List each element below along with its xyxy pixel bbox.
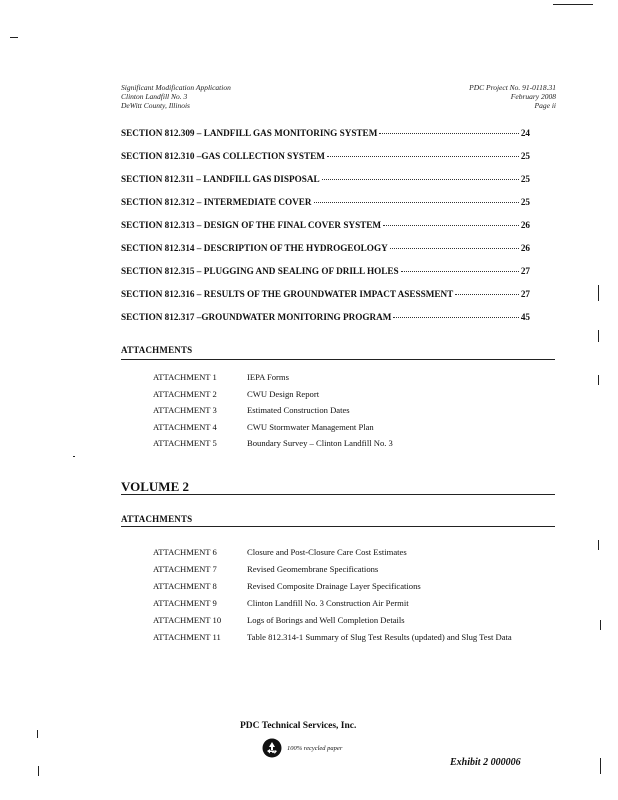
attachment-name: ATTACHMENT 6: [153, 547, 217, 557]
attachment-name: ATTACHMENT 10: [153, 615, 222, 625]
toc-entry: [121, 312, 530, 322]
header-application: Significant Modification Application: [121, 83, 231, 92]
attachment-desc: Table 812.314-1 Summary of Slug Test Results (updated) and Slug Test Data: [247, 632, 512, 642]
attachment-desc: CWU Design Report: [247, 389, 320, 399]
toc-entry: [121, 151, 530, 161]
attachment-desc: CWU Stormwater Management Plan: [247, 422, 374, 432]
toc-entry-label: SECTION 812.316 – RESULTS OF THE GROUNDWATER IMPACT ASESSMENT: [121, 289, 454, 299]
volume-2-title: VOLUME 2: [121, 479, 189, 494]
header-left: [121, 83, 231, 110]
toc-entry: [121, 128, 530, 138]
toc-entry-page: 26: [520, 220, 530, 230]
volume-2-rule: [121, 494, 555, 495]
attachment-desc: Clinton Landfill No. 3 Construction Air Permit: [247, 598, 409, 608]
toc-entry-label: SECTION 812.313 – DESIGN OF THE FINAL COVER SYSTEM: [121, 220, 382, 230]
header-page: Page ii: [534, 101, 556, 110]
attachment-desc: Estimated Construction Dates: [247, 405, 350, 415]
toc-entry: [121, 243, 530, 253]
attachments-heading-volume-2: ATTACHMENTS: [121, 514, 193, 524]
header-county: DeWitt County, Illinois: [121, 101, 190, 110]
scan-mark: [10, 37, 18, 38]
toc-entry-label: SECTION 812.312 – INTERMEDIATE COVER: [121, 197, 312, 207]
footer-company: PDC Technical Services, Inc.: [240, 721, 357, 731]
attachment-name: ATTACHMENT 4: [153, 422, 217, 432]
toc-list: [121, 128, 530, 328]
toc-entry: [121, 266, 530, 276]
recycled-paper-note: 100% recycled paper: [287, 745, 343, 752]
attachment-name: ATTACHMENT 2: [153, 389, 217, 399]
scan-mark: [598, 540, 599, 550]
toc-entry-page: 25: [520, 197, 530, 207]
attachment-desc: Boundary Survey – Clinton Landfill No. 3: [247, 438, 393, 448]
exhibit-label: Exhibit 2 000006: [450, 757, 521, 768]
toc-entry-page: 25: [520, 151, 530, 161]
toc-entry-page: 25: [520, 174, 530, 184]
attachment-desc: Logs of Borings and Well Completion Details: [247, 615, 405, 625]
toc-entry: [121, 174, 530, 184]
toc-entry-label: SECTION 812.315 – PLUGGING AND SEALING OF DRILL HOLES: [121, 266, 399, 276]
scan-mark: [38, 766, 39, 776]
scan-mark: [598, 330, 599, 342]
toc-entry-label: SECTION 812.311 – LANDFILL GAS DISPOSAL: [121, 174, 320, 184]
attachment-name: ATTACHMENT 9: [153, 598, 217, 608]
scan-mark: [553, 4, 593, 5]
attachment-desc: Closure and Post-Closure Care Cost Estimates: [247, 547, 407, 557]
attachment-desc: IEPA Forms: [247, 372, 289, 382]
attachment-desc: Revised Geomembrane Specifications: [247, 564, 379, 574]
toc-entry-label: SECTION 812.309 – LANDFILL GAS MONITORING SYSTEM: [121, 128, 378, 138]
attachments-list-volume-2: [153, 547, 553, 657]
attachment-name: ATTACHMENT 3: [153, 405, 217, 415]
toc-entry-page: 24: [520, 128, 530, 138]
header-landfill: Clinton Landfill No. 3: [121, 92, 188, 101]
scan-mark: [600, 620, 601, 630]
attachments-heading: ATTACHMENTS: [121, 345, 193, 355]
attachment-name: ATTACHMENT 11: [153, 632, 221, 642]
attachment-name: ATTACHMENT 7: [153, 564, 217, 574]
toc-entry-label: SECTION 812.314 – DESCRIPTION OF THE HYDROGEOLOGY: [121, 243, 388, 253]
attachment-desc: Revised Composite Drainage Layer Specifications: [247, 581, 421, 591]
toc-entry: [121, 289, 530, 299]
toc-entry-page: 26: [520, 243, 530, 253]
toc-entry: [121, 220, 530, 230]
scan-mark: [600, 758, 601, 774]
toc-entry: [121, 197, 530, 207]
header-right: [469, 83, 556, 110]
scan-mark: [73, 456, 75, 457]
toc-entry-page: 27: [520, 289, 530, 299]
scan-mark: [598, 375, 599, 385]
toc-entry-page: 27: [520, 266, 530, 276]
attachment-name: ATTACHMENT 5: [153, 438, 217, 448]
scan-mark: [37, 730, 38, 738]
attachments-rule: [121, 359, 555, 360]
attachment-name: ATTACHMENT 8: [153, 581, 217, 591]
header-project-no: PDC Project No. 91-0118.31: [469, 83, 556, 92]
attachments-rule-volume-2: [121, 526, 555, 527]
header-date: February 2008: [510, 92, 556, 101]
attachments-list: [153, 372, 553, 462]
toc-entry-label: SECTION 812.310 –GAS COLLECTION SYSTEM: [121, 151, 325, 161]
scan-mark: [598, 285, 599, 301]
toc-entry-label: SECTION 812.317 –GROUNDWATER MONITORING PROGRAM: [121, 312, 392, 322]
recycle-icon: [262, 738, 282, 758]
attachment-name: ATTACHMENT 1: [153, 372, 217, 382]
toc-entry-page: 45: [520, 312, 530, 322]
